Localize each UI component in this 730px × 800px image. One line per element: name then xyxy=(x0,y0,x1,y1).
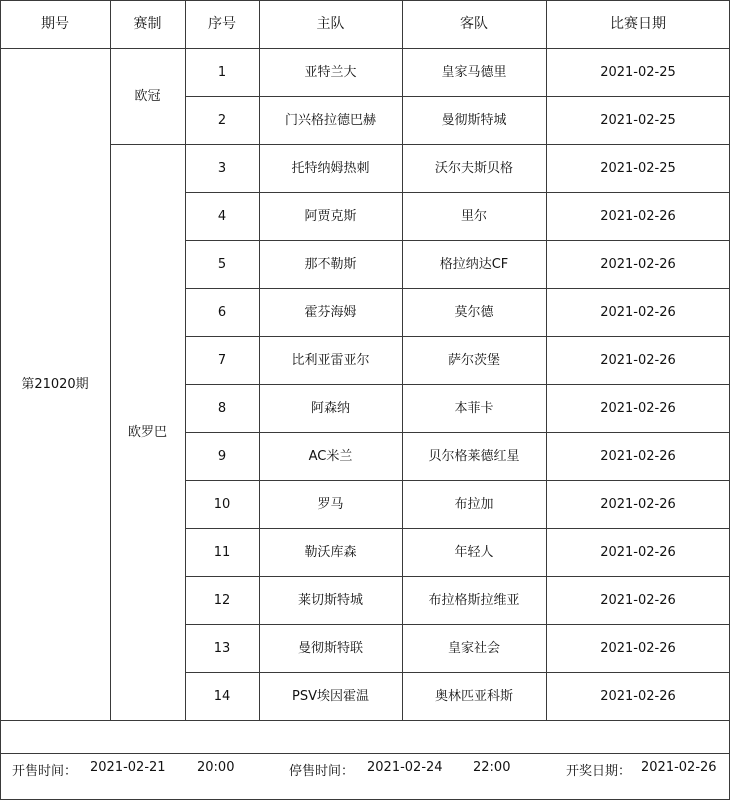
header-period: 期号 xyxy=(41,16,69,32)
home-team: 托特纳姆热刺 xyxy=(291,160,370,176)
header-date: 比赛日期 xyxy=(610,16,666,32)
home-team: 曼彻斯特联 xyxy=(297,640,363,656)
draw-date: 2021-02-26 xyxy=(641,760,717,775)
away-team: 格拉纳达CF xyxy=(439,256,509,272)
home-team: 霍芬海姆 xyxy=(304,304,357,320)
header-home: 主队 xyxy=(316,16,345,32)
column-divider xyxy=(546,0,547,720)
row-divider xyxy=(185,240,730,241)
table-border-left xyxy=(0,0,1,800)
home-team: 那不勒斯 xyxy=(304,256,357,272)
match-date: 2021-02-26 xyxy=(600,688,676,704)
home-team: PSV埃因霍温 xyxy=(292,688,369,704)
sale-start-time: 20:00 xyxy=(197,760,235,775)
group-divider xyxy=(110,144,185,145)
row-divider xyxy=(185,288,730,289)
row-divider xyxy=(185,192,730,193)
match-date: 2021-02-25 xyxy=(600,112,676,128)
home-team: AC米兰 xyxy=(308,448,353,464)
row-divider xyxy=(185,528,730,529)
match-number: 11 xyxy=(213,544,231,560)
match-date: 2021-02-26 xyxy=(600,496,676,512)
table-body-bottom xyxy=(0,720,730,721)
match-number: 7 xyxy=(217,352,227,368)
row-divider xyxy=(185,336,730,337)
row-divider xyxy=(185,384,730,385)
blank-row-bottom xyxy=(0,753,730,754)
away-team: 莫尔德 xyxy=(454,304,494,320)
match-number: 4 xyxy=(217,208,227,224)
column-divider xyxy=(259,0,260,720)
sale-stop-time: 22:00 xyxy=(473,760,511,775)
column-divider xyxy=(402,0,403,720)
away-team: 皇家马德里 xyxy=(441,64,507,80)
match-date: 2021-02-26 xyxy=(600,256,676,272)
away-team: 年轻人 xyxy=(454,544,494,560)
match-date: 2021-02-26 xyxy=(600,352,676,368)
home-team: 勒沃库森 xyxy=(304,544,357,560)
column-divider xyxy=(110,0,111,720)
away-team: 本菲卡 xyxy=(454,400,494,416)
row-divider xyxy=(185,672,730,673)
match-date: 2021-02-25 xyxy=(600,160,676,176)
away-team: 沃尔夫斯贝格 xyxy=(434,160,513,176)
match-number: 5 xyxy=(217,256,227,272)
header-number: 序号 xyxy=(208,16,236,32)
match-number: 8 xyxy=(217,400,227,416)
draw-date-label: 开奖日期： xyxy=(566,764,632,779)
match-number: 6 xyxy=(217,304,227,320)
match-date: 2021-02-26 xyxy=(600,304,676,320)
home-team: 阿森纳 xyxy=(310,400,350,416)
row-divider xyxy=(185,144,730,145)
away-team: 皇家社会 xyxy=(447,640,500,656)
row-divider xyxy=(185,624,730,625)
period-value: 第21020期 xyxy=(21,376,89,392)
away-team: 布拉加 xyxy=(454,496,494,512)
match-number: 10 xyxy=(213,496,231,512)
sale-start-date: 2021-02-21 xyxy=(90,760,166,775)
match-number: 1 xyxy=(217,64,227,80)
away-team: 布拉格斯拉维亚 xyxy=(428,592,520,608)
match-number: 14 xyxy=(213,688,231,704)
away-team: 奥林匹亚科斯 xyxy=(434,688,513,704)
away-team: 萨尔茨堡 xyxy=(447,352,500,368)
row-divider xyxy=(185,480,730,481)
away-team: 曼彻斯特城 xyxy=(441,112,507,128)
row-divider xyxy=(185,96,730,97)
match-date: 2021-02-26 xyxy=(600,208,676,224)
match-date: 2021-02-26 xyxy=(600,592,676,608)
match-date: 2021-02-25 xyxy=(600,64,676,80)
home-team: 莱切斯特城 xyxy=(297,592,363,608)
competition-group: 欧冠 xyxy=(134,88,161,104)
column-divider xyxy=(185,0,186,720)
away-team: 贝尔格莱德红星 xyxy=(428,448,520,464)
sale-stop-date: 2021-02-24 xyxy=(367,760,443,775)
header-away: 客队 xyxy=(460,16,488,32)
match-date: 2021-02-26 xyxy=(600,400,676,416)
match-number: 12 xyxy=(213,592,231,608)
match-number: 2 xyxy=(217,112,227,128)
home-team: 比利亚雷亚尔 xyxy=(291,352,370,368)
away-team: 里尔 xyxy=(460,208,487,224)
home-team: 罗马 xyxy=(317,496,344,512)
match-number: 9 xyxy=(217,448,227,464)
match-date: 2021-02-26 xyxy=(600,544,676,560)
header-competition: 赛制 xyxy=(133,16,162,32)
row-divider xyxy=(185,576,730,577)
sale-stop-label: 停售时间： xyxy=(289,764,355,779)
match-number: 13 xyxy=(213,640,231,656)
competition-group: 欧罗巴 xyxy=(127,424,167,440)
row-divider xyxy=(185,432,730,433)
home-team: 阿贾克斯 xyxy=(304,208,357,224)
home-team: 门兴格拉德巴赫 xyxy=(284,112,376,128)
sale-start-label: 开售时间： xyxy=(12,764,78,779)
home-team: 亚特兰大 xyxy=(304,64,357,80)
match-date: 2021-02-26 xyxy=(600,448,676,464)
match-date: 2021-02-26 xyxy=(600,640,676,656)
match-number: 3 xyxy=(217,160,227,176)
